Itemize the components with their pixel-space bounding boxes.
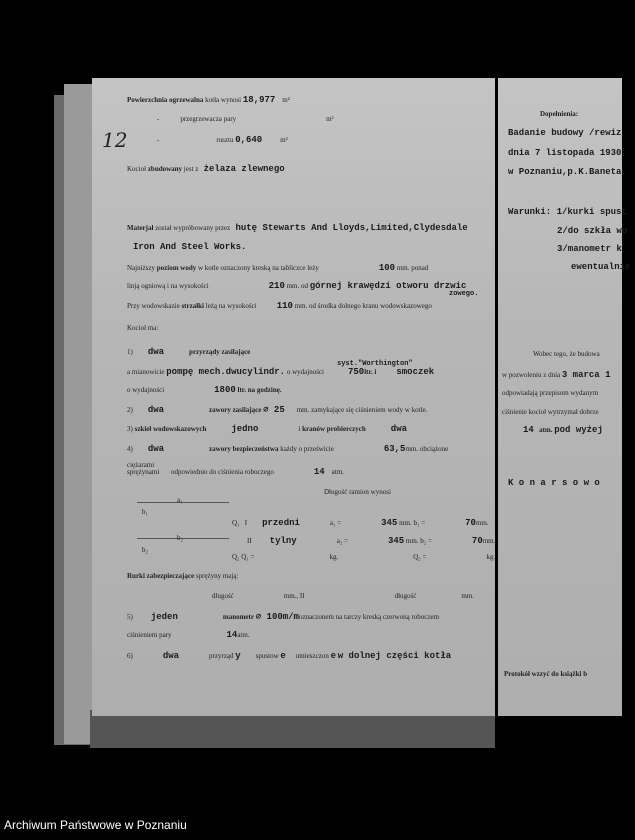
line-material-tested: Materjał został wypróbowany przez hutę Stewarts And Lloyds,Limited,Clydesdale	[127, 223, 468, 233]
line-iron-works: Iron And Steel Works.	[133, 242, 247, 252]
line-1: 1) dwa przyrządy zasilające	[127, 347, 251, 357]
condition-line: Warunki: 1/kurki spust	[508, 207, 627, 217]
label-b2: b₂	[177, 534, 183, 542]
arm-length-heading: Długość ramion wynosi	[324, 488, 391, 496]
line-fire-line: linją ogniową i na wysokości 210 mm. od górnej krawędzi otworu drzwic	[127, 281, 467, 291]
condition-line: 2/do szkła wo	[557, 226, 628, 236]
line-4: 4) dwa zawory bezpieczeństwa każdy o prześwicie 63,5mm. obciążone	[127, 444, 449, 454]
line-5: 5) jeden manometr ⌀ 100m/moznaczonem na tarczy kreską czerwoną roboczem	[127, 612, 440, 622]
line-heating-surface: Powierzchnia ogrzewalna kotła wynosi 18,977 m²	[127, 95, 290, 105]
label-a1: a₁	[177, 496, 183, 504]
label-b2-lower: b₂	[142, 546, 148, 554]
right-paragraph-line: 14 atm. pod wyżej	[523, 425, 603, 435]
lever-II: II tylny a₂ = 345 mm. b₂ = 70mm.	[247, 536, 496, 546]
place-name: K o n a r s o w o	[508, 478, 600, 488]
line-grate: - rusztu 0,640 m²	[157, 135, 288, 145]
condition-line: ewentualnie	[571, 262, 631, 272]
supplements-title: Dopełnienia:	[540, 110, 579, 118]
right-line: dnia 7 listopada 1930,	[508, 148, 627, 158]
right-paragraph-line: odpowiadają przepisom wydanym	[502, 389, 599, 397]
archive-footer: Archiwum Państwowe w Poznaniu	[4, 818, 187, 832]
line-water-level: Najniższy poziom wody w kotle oznaczony kreską na tabliczce leży 100 mm. ponad	[127, 263, 429, 273]
page-stack-2	[64, 84, 94, 744]
line-weights-q: Q₂ Q₁ = kg. Q₂ = kg.	[232, 553, 496, 561]
lever-I: Q₁ I przedni a₁ = 345 mm. b₁ = 70mm.	[232, 518, 489, 528]
line-namely: a mianowicie pompę mech.dwucylindr. o wydajności 750ltr. i smoczek	[127, 367, 435, 377]
right-paragraph-line: ciśnienie kocioł wytrzymał dobrze	[502, 408, 599, 416]
label-b1: b₁	[142, 508, 148, 516]
line-boiler-has: Kocioł ma:	[127, 324, 159, 332]
line-boiler-material: Kocioł zbudowany jest z żelaza zlewnego	[127, 164, 285, 174]
line-fire-line-cont: zowego.	[449, 290, 479, 298]
line-worthington: syst."Worthington"	[337, 360, 413, 368]
line-weights: ciężarami sprężynami	[127, 461, 160, 476]
line-gauge-arrows: Przy wodowskazie strzałki leżą na wysokości 110 mm. od środka dolnego kranu wodowskazowego	[127, 301, 432, 311]
right-line: Badanie budowy /rewiz	[508, 128, 622, 138]
line-safety-tubes: Rurki zabezpieczające sprężyny mają:	[127, 572, 239, 580]
line-steam-pressure: ciśnieniem pary 14atm.	[127, 630, 250, 640]
left-page	[92, 78, 495, 716]
right-paragraph-line: w pozwoleniu z dnia 3 marca 1	[502, 370, 611, 380]
right-line: w Poznaniu,p.K.Baneta.	[508, 167, 627, 177]
line-working-pressure: odpowiednio do ciśnienia roboczego 14 atm.	[171, 467, 344, 477]
line-superheater: - przegrzewacza pary m²	[157, 115, 334, 123]
right-page	[498, 78, 631, 716]
line-capacity: o wydajności 1800 ltr. na godzinę.	[127, 385, 282, 395]
protocol-note: Protokół wzzyć do książki b	[504, 670, 588, 678]
handwritten-page-number: 12	[102, 128, 128, 152]
right-paragraph-line: Wobec tego, że budowa	[533, 350, 600, 358]
line-length: długość mm., II długość mm.	[212, 592, 475, 600]
line-2: 2) dwa zawory zasilające ⌀ 25 mm. zamykające się ciśnieniem wody w kotle.	[127, 405, 428, 415]
line-6: 6) dwa przyrząd y spustow e umieszczon e w dolnej części kotła	[127, 651, 452, 661]
condition-line: 3/manometr k	[557, 244, 622, 254]
line-3: 3) szkieł wodowskazowych jedno i kranów probierczych dwa	[127, 424, 407, 434]
